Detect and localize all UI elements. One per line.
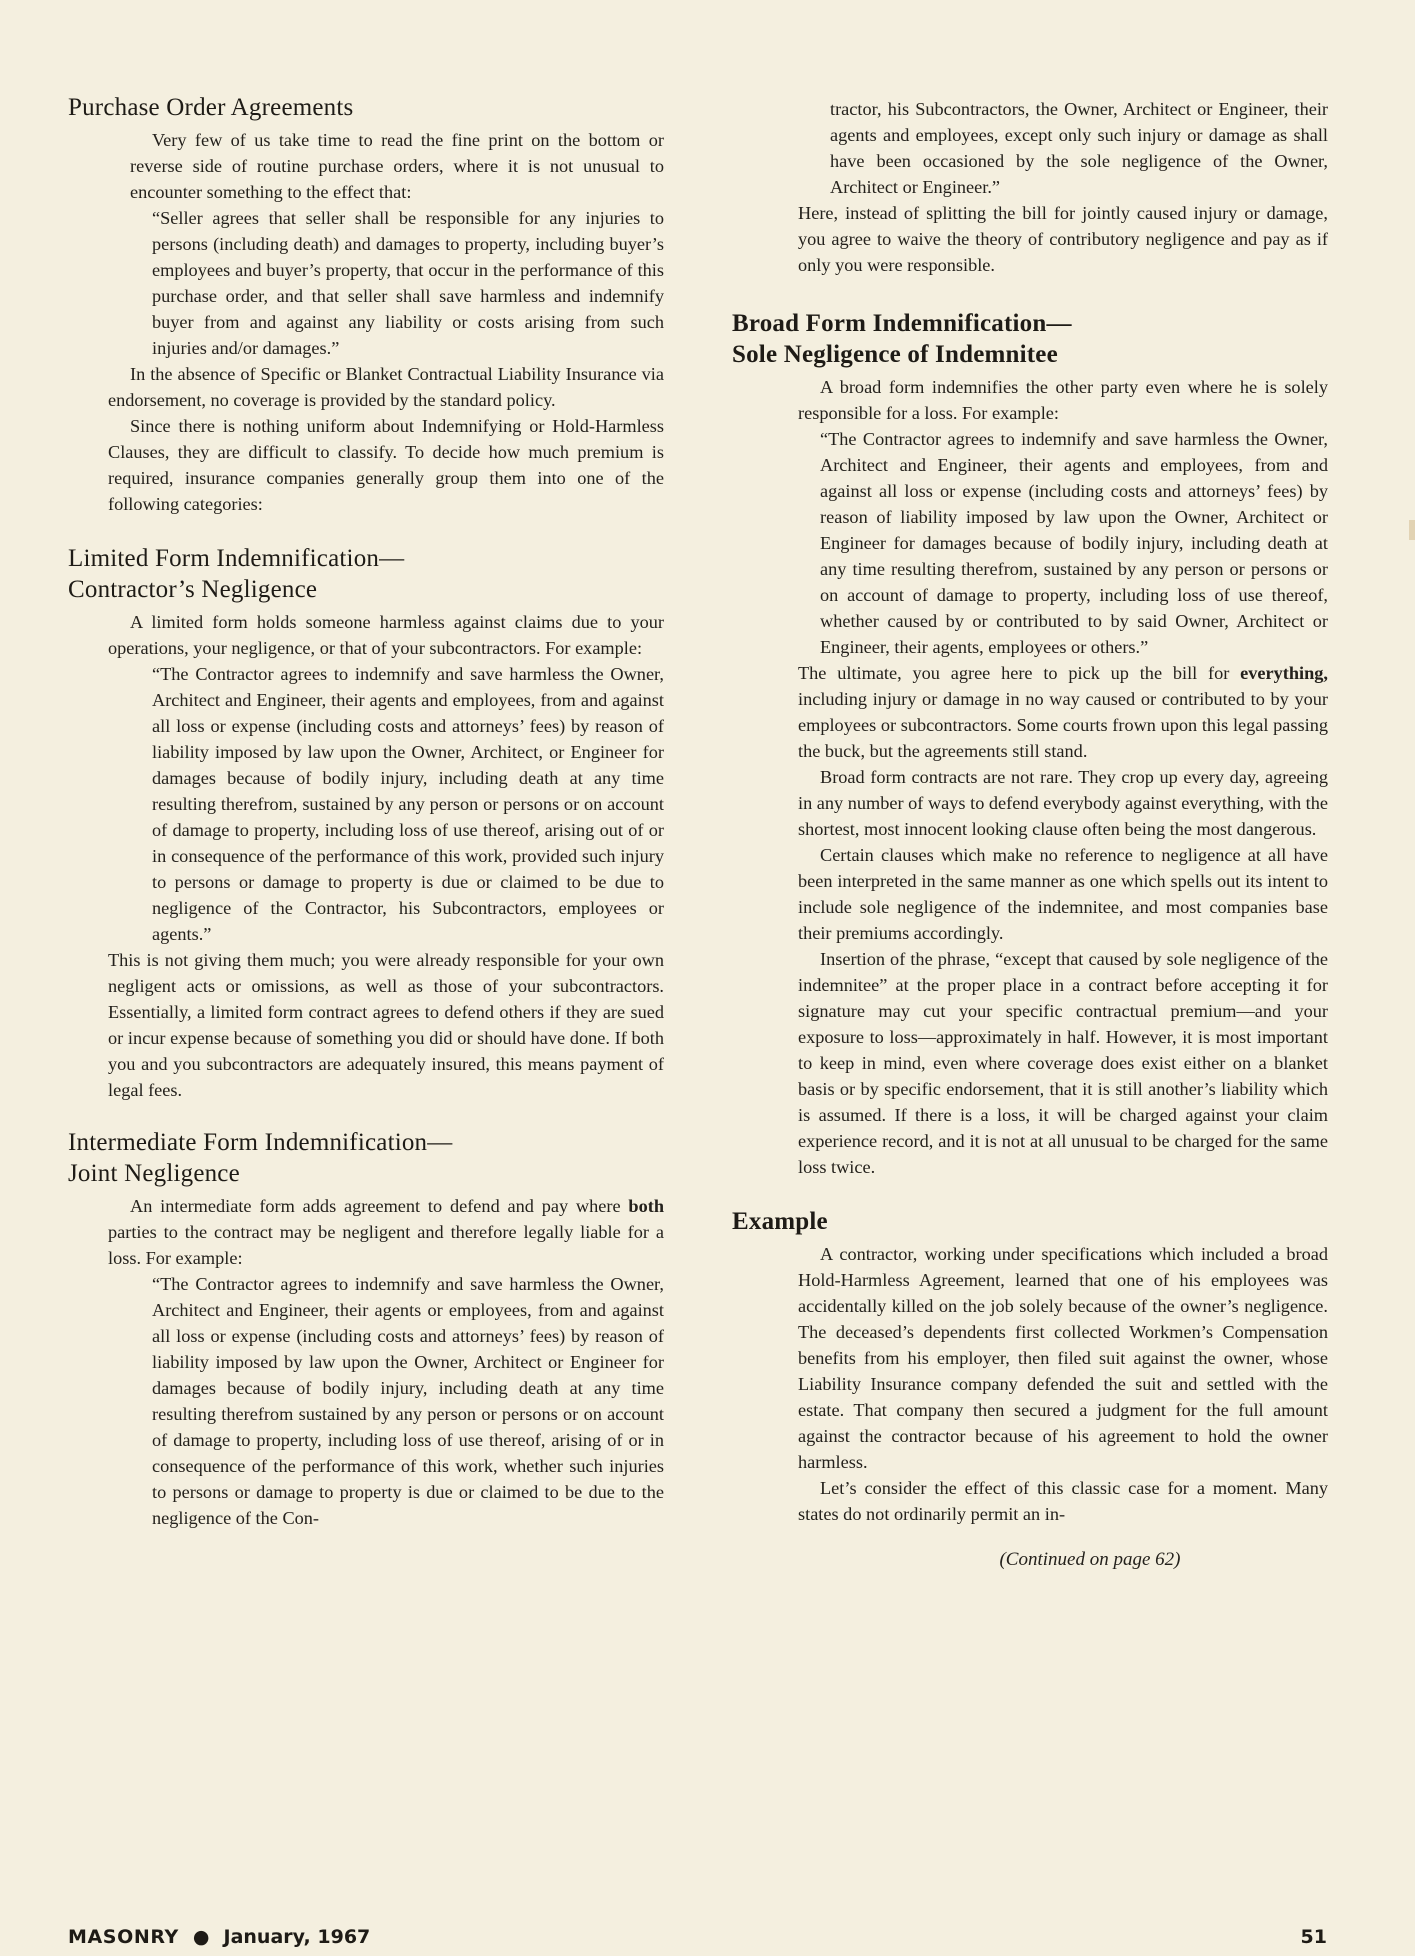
limited-form-intro: A limited form holds someone harmless against claims due to your operations, your negligence, or that of your subcontractors. For example: [108,612,664,658]
purchase-order-intro: Very few of us take time to read the fine print on the bottom or reverse side of routine purchase orders, where it is not unusual to encounter something to the effect that: [130,130,664,202]
section-purchase-order [68,92,664,517]
broad-form-after: The ultimate, you agree here to pick up the bill for everything, including injury or damage in no way caused or contributed to by your employees or subcontractors. Some courts frown upon this legal passing the buck, but the agreements still stand. [798,663,1328,761]
continued-on-page: (Continued on page 62) [999,1549,1181,1570]
intermediate-form-quote-continued: tractor, his Subcontractors, the Owner, Architect or Engineer, their agents and employees, except only such injury or damage as shall have been occasioned by the sole negligence of the Owner, Architect or Engineer.” [830,99,1328,197]
heading-broad-form: Broad Form Indemnification— Sole Negligence of Indemnitee [732,310,1072,368]
broad-form-para-3: Certain clauses which make no reference to negligence at all have been interpreted in the same manner as one which spells out its intent to include sole negligence of the indemnitee, and most companies base their premiums accordingly. [798,845,1328,943]
section-intermediate-form [68,1127,664,1531]
intermediate-form-intro: An intermediate form adds agreement to defend and pay where both parties to the contract may be negligent and therefore legally liable for a loss. For example: [108,1196,664,1268]
page-edge-stain [1409,520,1415,540]
broad-form-quote: “The Contractor agrees to indemnify and save harmless the Owner, Architect and Engineer, their agents and employees, from and against all loss or expense (including costs and attorneys’ fees) by reason of liability imposed by law upon the Owner, Architect or Engineer for damages because of bodily injury, including death at any time resulting therefrom, sustained by any person or persons or on account of damage to property, including loss of use thereof, whether caused by or contributed to by said Owner, Architect or Engineer, their agents, employees or others.” [820,429,1328,657]
purchase-order-para-2: In the absence of Specific or Blanket Contractual Liability Insurance via endorsement, no coverage is provided by the standard policy. [108,364,664,410]
heading-limited-form: Limited Form Indemnification— Contractor’s Negligence [68,545,405,603]
heading-intermediate-form: Intermediate Form Indemnification— Joint Negligence [68,1129,453,1187]
heading-example: Example [732,1208,828,1235]
broad-form-para-2: Broad form contracts are not rare. They crop up every day, agreeing in any number of ways to defend everybody against everything, with the shortest, most innocent looking clause often being the most dangerous. [798,767,1329,839]
limited-form-quote: “The Contractor agrees to indemnify and save harmless the Owner, Architect and Engineer, their agents and employees, from and against all loss or expense (including costs and attorneys’ fees) by reason of liability imposed by law upon the Owner, Architect, or Engineer for damages because of bodily injury, including death at any time resulting therefrom, sustained by any person or persons or on account of damage to property, including loss of use thereof, arising out of or in consequence of the performance of this work, provided such injury to persons or damage to property is due or claimed to be due to negligence of the Contractor, his Subcontractors, employees or agents.” [152,664,664,944]
heading-purchase-order: Purchase Order Agreements [68,94,354,121]
purchase-order-quote: “Seller agrees that seller shall be responsible for any injuries to persons (including death) and damages to property, including buyer’s employees and buyer’s property, that occur in the performance of this purchase order, and that seller shall save harmless and indemnify buyer from and against any liability or costs arising from such injuries and/or damages.” [152,208,664,358]
intermediate-form-quote: “The Contractor agrees to indemnify and save harmless the Owner, Architect and Engineer, their agents or employees, from and against all loss or expense (including costs and attorneys’ fees) by reason of liability imposed by law upon the Owner, Architect or Engineer for damages because of bodily injury, including death at any time resulting therefrom sustained by any person or persons or on account of damage to property, including loss of use thereof, arising of or in consequence of the performance of this work, whether such injuries to persons or damage to property is due or claimed to be due to the negligence of the Con- [152,1274,664,1528]
section-limited-form [68,543,664,1103]
section-example [732,1206,1328,1573]
right-column [732,96,1328,1603]
purchase-order-para-3: Since there is nothing uniform about Indemnifying or Hold-Harmless Clauses, they are difficult to classify. To decide how much premium is required, insurance companies generally group them into one of the following categories: [108,416,664,514]
left-column [68,92,664,1561]
broad-form-intro: A broad form indemnifies the other party even where he is solely responsible for a loss. For example: [798,377,1328,423]
footer-bullet: ● [192,1926,210,1948]
intermediate-form-after: Here, instead of splitting the bill for jointly caused injury or damage, you agree to waive the theory of contributory negligence and pay as if only you were responsible. [798,203,1328,275]
section-intermediate-continued [732,96,1328,278]
broad-form-para-4: Insertion of the phrase, “except that caused by sole negligence of the indemnitee” at the proper place in a contract before accepting it for signature may cut your specific contractual premium—and your exposure to loss—approximately in half. However, it is most important to keep in mind, even where coverage does exist either on a blanket basis or by specific endorsement, that it is still another’s liability which is assumed. If there is a loss, it will be charged against your claim experience record, and it is not at all unusual to be charged for the same loss twice. [798,949,1328,1177]
limited-form-after: This is not giving them much; you were already responsible for your own negligent acts or omissions, as well as those of your subcontractors. Essentially, a limited form contract agrees to defend others if they are sued or incur expense because of something you did or should have done. If both you and you subcontractors are adequately insured, this means payment of legal fees. [108,950,664,1100]
example-para-1: A contractor, working under specifications which included a broad Hold-Harmless Agreement, learned that one of his employees was accidentally killed on the job solely because of the owner’s negligence. The deceased’s dependents first collected Workmen’s Compensation benefits from his employer, then filed suit against the owner, whose Liability Insurance company defended the suit and settled with the estate. That company then secured a judgment for the full amount against the contractor because of his agreement to hold the owner harmless. [798,1244,1328,1472]
example-para-2: Let’s consider the effect of this classic case for a moment. Many states do not ordinarily permit an in- [798,1478,1328,1524]
footer-publication: MASONRY [68,1926,179,1948]
footer-date: January, 1967 [223,1926,371,1948]
page-footer [68,1926,1327,1948]
page-number: 51 [1300,1926,1327,1948]
section-broad-form [732,308,1328,1180]
